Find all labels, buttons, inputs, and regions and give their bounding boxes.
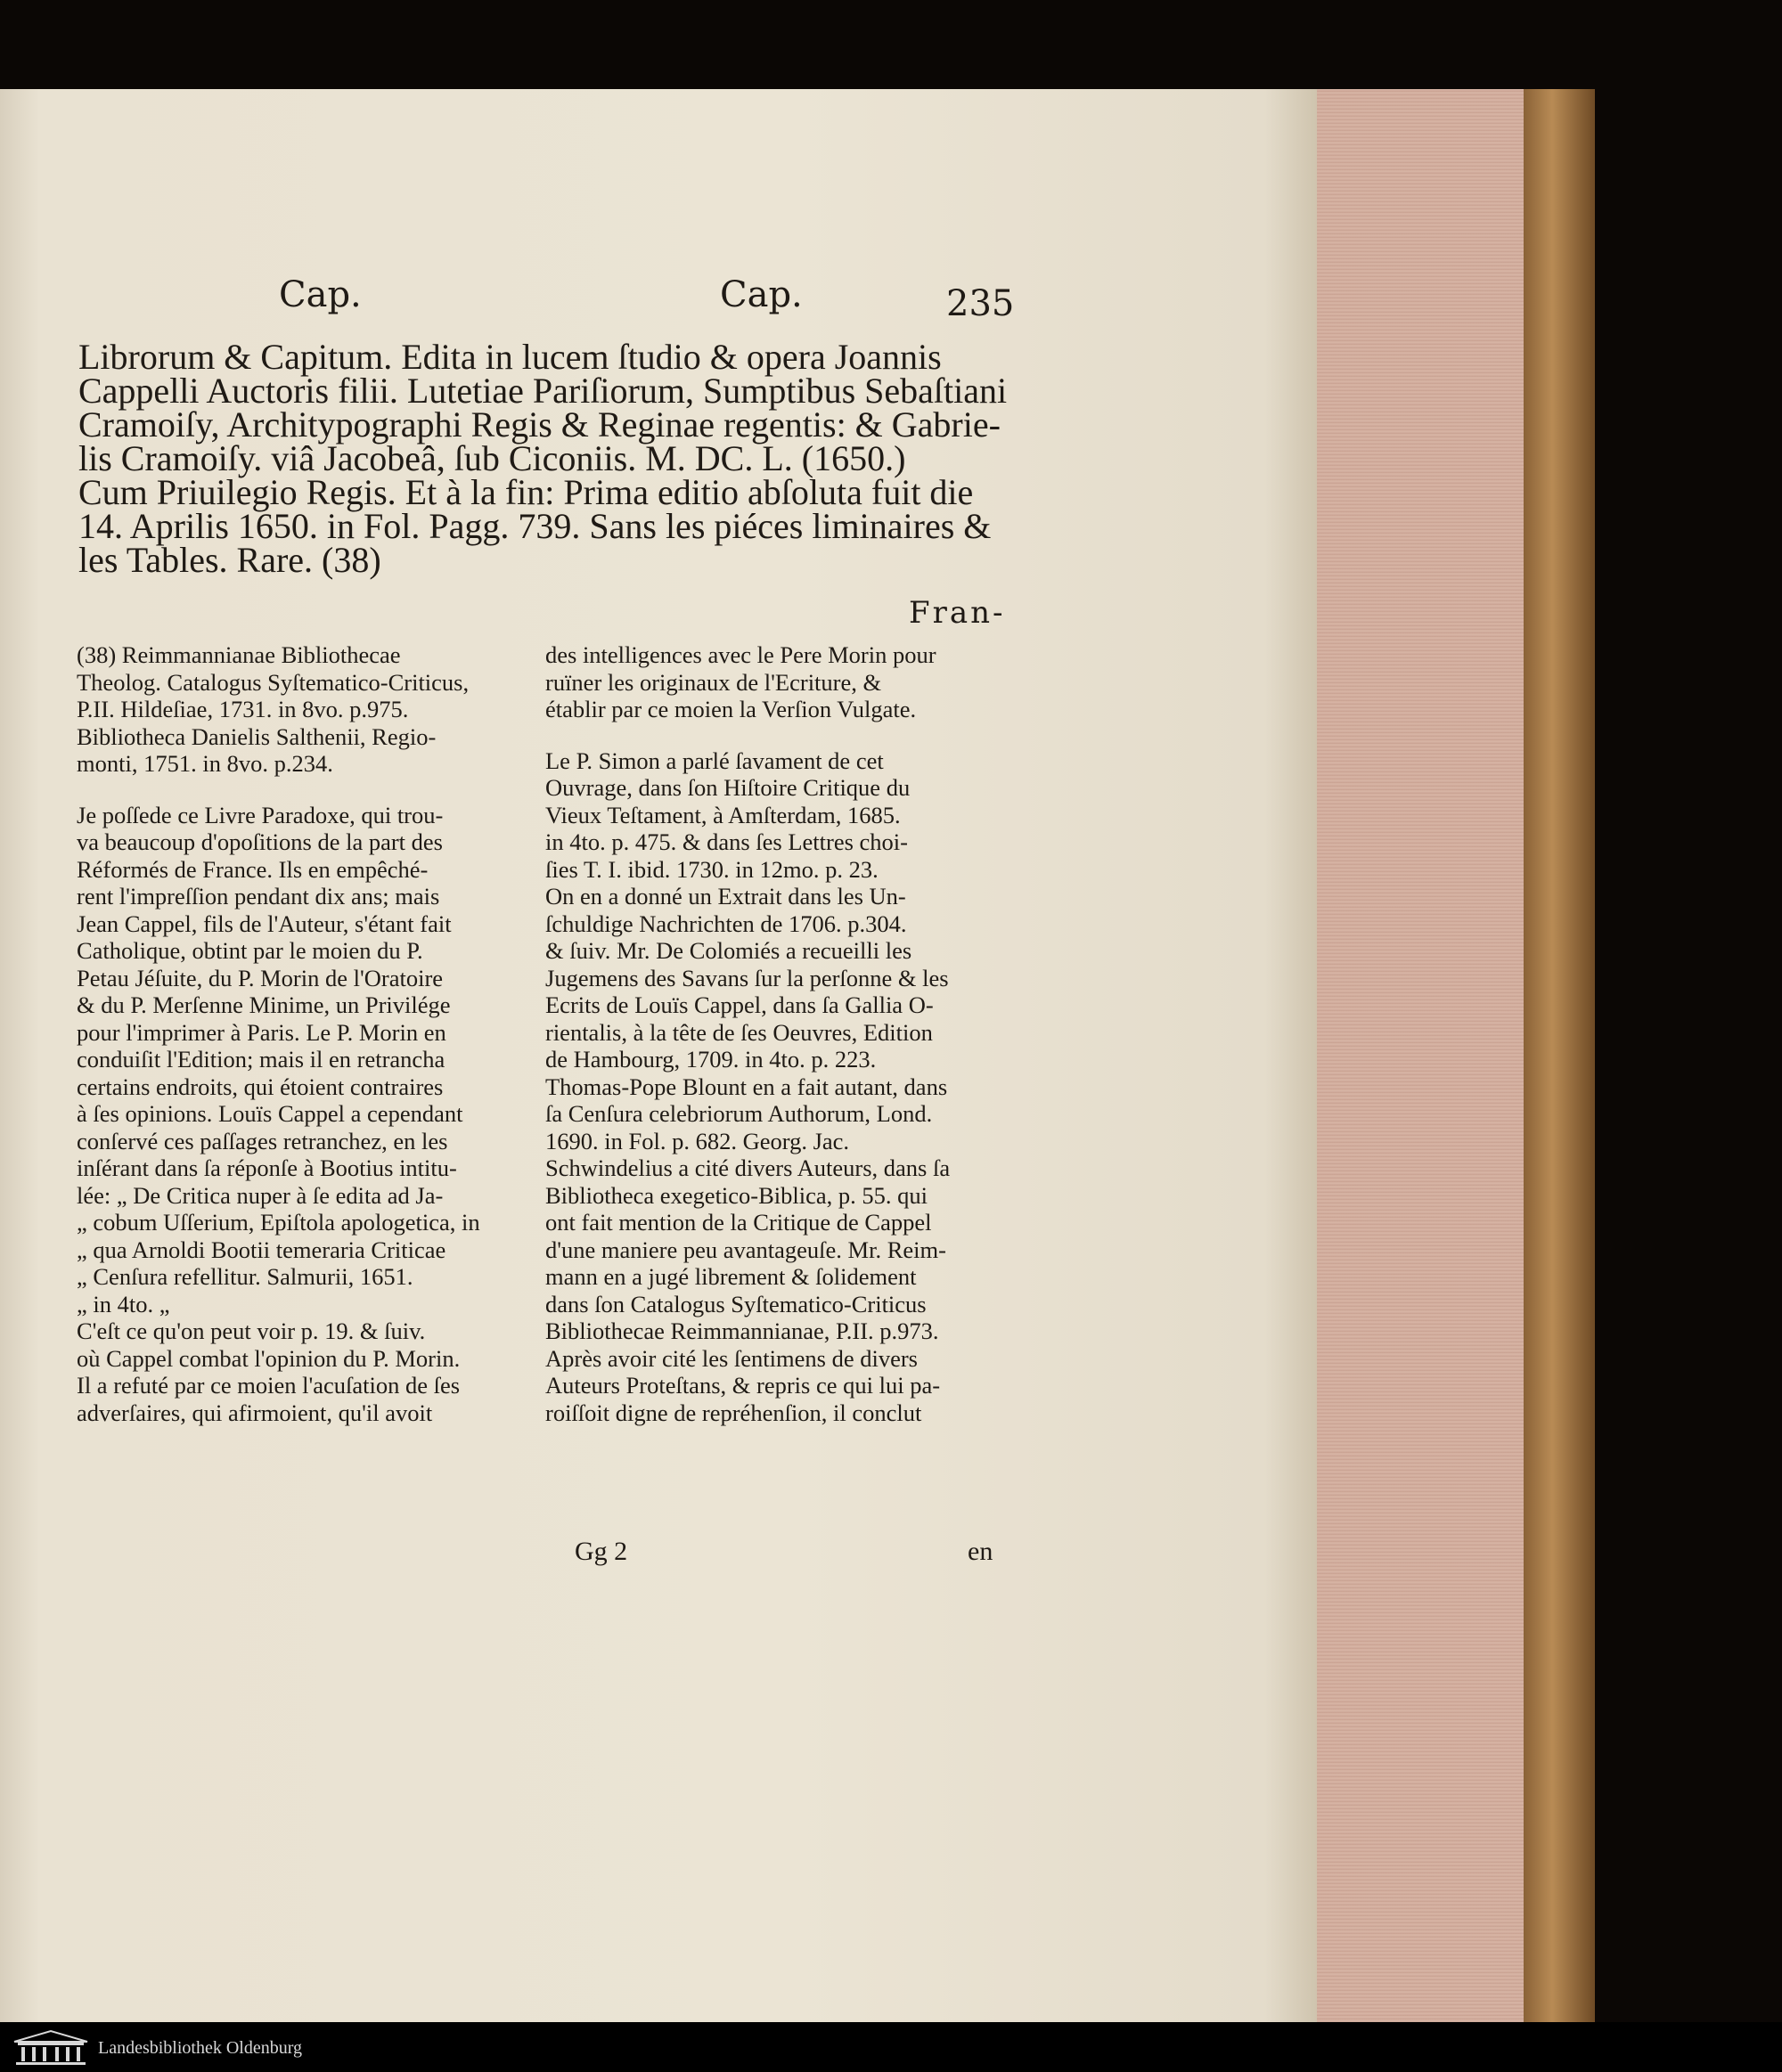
signature-mark: Gg 2 <box>575 1537 628 1566</box>
page-fore-edge <box>1317 89 1524 2040</box>
left-column-line: Catholique, obtint par le moien du P. <box>77 937 423 965</box>
right-column-line: ont fait mention de la Critique de Cappel <box>545 1209 932 1236</box>
right-column-line: ſa Cenſura celebriorum Authorum, Lond. <box>545 1100 933 1128</box>
left-column-line: conduiſit l'Edition; mais il en retrancha <box>77 1046 446 1073</box>
left-column-line: Theolog. Catalogus Syſtematico-Criticus, <box>77 668 470 696</box>
right-column-line: Après avoir cité les ſentimens de divers <box>545 1344 918 1372</box>
right-column-line: in 4to. p. 475. & dans ſes Lettres choi- <box>545 828 908 856</box>
left-column-line: P.II. Hildeſiae, 1731. in 8vo. p.975. <box>77 696 409 722</box>
left-column-line: „ qua Arnoldi Bootii temeraria Criticae <box>77 1236 446 1263</box>
library-building-logo <box>11 2027 91 2067</box>
main-text-line: Librorum & Capitum. Edita in lucem ſtudio & opera Joannis <box>78 337 942 377</box>
right-column-line: Bibliotheca exegetico-Biblica, p. 55. qui <box>545 1181 928 1209</box>
right-column-line: établir par ce moien la Verſion Vulgate. <box>545 696 917 722</box>
left-column-line: Il a refuté par ce moien l'acuſation de ſes <box>77 1372 461 1399</box>
right-column-line: Schwindelius a cité divers Auteurs, dans ſa <box>545 1154 951 1182</box>
right-column-line: & ſuiv. Mr. De Colomiés a recueilli les <box>545 937 912 965</box>
left-column-line: adverſaires, qui afirmoient, qu'il avoit <box>77 1399 433 1426</box>
right-column-line: 1690. in Fol. p. 682. Georg. Jac. <box>545 1127 850 1154</box>
left-column-line: & du P. Merſenne Minime, un Privilége <box>77 991 451 1019</box>
main-text-line: Cramoiſy, Architypographi Regis & Reginae regentis: & Gabrie- <box>78 404 1001 445</box>
main-text-line: les Tables. Rare. (38) <box>78 540 381 580</box>
right-column-line: On en a donné un Extrait dans les Un- <box>545 883 906 910</box>
right-column-line: des intelligences avec le Pere Morin pour <box>545 641 936 668</box>
left-column-line: Bibliotheca Danielis Salthenii, Regio- <box>77 722 437 750</box>
left-column-line: Je poſſede ce Livre Paradoxe, qui trou- <box>77 801 444 828</box>
right-column-line: ruïner les originaux de l'Ecriture, & <box>545 668 882 696</box>
main-catchword: Fran- <box>909 595 1006 631</box>
right-column-line: Le P. Simon a parlé ſavament de cet <box>545 746 884 774</box>
right-column-line: dans ſon Catalogus Syſtematico-Criticus <box>545 1290 927 1317</box>
left-column-line: Réformés de France. Ils en empêché- <box>77 855 429 883</box>
left-column-line: pour l'imprimer à Paris. Le P. Morin en <box>77 1018 446 1046</box>
right-column-line: Ouvrage, dans ſon Hiſtoire Critique du <box>545 774 911 802</box>
left-column-line: Jean Cappel, fils de l'Auteur, s'étant fait <box>77 910 452 937</box>
right-column-line: Thomas-Pope Blount en a fait autant, dans <box>545 1073 948 1100</box>
right-column-line: ſies T. I. ibid. 1730. in 12mo. p. 23. <box>545 855 879 883</box>
right-column-line: Auteurs Proteſtans, & repris ce qui lui pa- <box>545 1372 941 1399</box>
right-column-line: d'une maniere peu avantageuſe. Mr. Reim- <box>545 1236 946 1263</box>
left-column-line: conſervé ces paſſages retranchez, en les <box>77 1127 448 1154</box>
main-text-line: Cappelli Auctoris filii. Lutetiae Pariſiorum, Sumptibus Sebaſtiani <box>78 371 1008 411</box>
right-column-line: roiſſoit digne de repréhenſion, il conclut <box>545 1399 922 1426</box>
left-column-line: Petau Jéſuite, du P. Morin de l'Oratoire <box>77 964 444 991</box>
book-cover-edge <box>1524 89 1595 2049</box>
right-column-line: Jugemens des Savans ſur la perſonne & les <box>545 964 949 991</box>
right-column-line: mann en a jugé librement & ſolidement <box>545 1263 917 1291</box>
header-center-catchword: Cap. <box>720 274 803 315</box>
left-column-line: va beaucoup d'opoſitions de la part des <box>77 828 443 856</box>
right-column-line: de Hambourg, 1709. in 4to. p. 223. <box>545 1046 877 1073</box>
left-column-line: „ in 4to. „ <box>77 1290 170 1317</box>
left-column-line: (38) Reimmannianae Bibliothecae <box>77 641 401 668</box>
column-catchword: en <box>968 1537 993 1566</box>
left-column-line: „ Cenſura refellitur. Salmurii, 1651. <box>77 1263 413 1291</box>
left-column-line: monti, 1751. in 8vo. p.234. <box>77 750 333 777</box>
left-column-line: où Cappel combat l'opinion du P. Morin. <box>77 1344 461 1372</box>
right-column-line: Bibliothecae Reimmannianae, P.II. p.973. <box>545 1317 939 1345</box>
main-text-line: lis Cramoiſy. viâ Jacobeâ, ſub Ciconiis. M. DC. L. (1650.) <box>78 438 906 478</box>
left-column-line: certains endroits, qui étoient contraires <box>77 1073 444 1100</box>
main-text-line: 14. Aprilis 1650. in Fol. Pagg. 739. Sans les piéces liminaires & <box>78 506 992 546</box>
main-text-line: Cum Priuilegio Regis. Et à la fin: Prima editio abſoluta fuit die <box>78 472 974 512</box>
left-column-line: inſérant dans ſa réponſe à Bootius intitu- <box>77 1154 457 1182</box>
right-column-line: Vieux Teſtament, à Amſterdam, 1685. <box>545 801 901 828</box>
right-column-line: Ecrits de Louïs Cappel, dans ſa Gallia O- <box>545 991 934 1019</box>
left-column-line: „ cobum Uſſerium, Epiſtola apologetica, in <box>77 1209 480 1236</box>
left-column-line: à ſes opinions. Louïs Cappel a cependant <box>77 1100 463 1128</box>
left-column-line: lée: „ De Critica nuper à ſe edita ad Ja- <box>77 1181 444 1209</box>
footer-institution-label: Landesbibliothek Oldenburg <box>98 2038 303 2058</box>
left-column-line: rent l'impreſſion pendant dix ans; mais <box>77 883 440 910</box>
page-number: 235 <box>946 283 1015 324</box>
right-column-line: ſchuldige Nachrichten de 1706. p.304. <box>545 910 907 937</box>
right-column-line: rientalis, à la tête de ſes Oeuvres, Edition <box>545 1018 933 1046</box>
header-left-catchword: Cap. <box>279 274 362 315</box>
left-column-line: C'eſt ce qu'on peut voir p. 19. & ſuiv. <box>77 1317 426 1345</box>
